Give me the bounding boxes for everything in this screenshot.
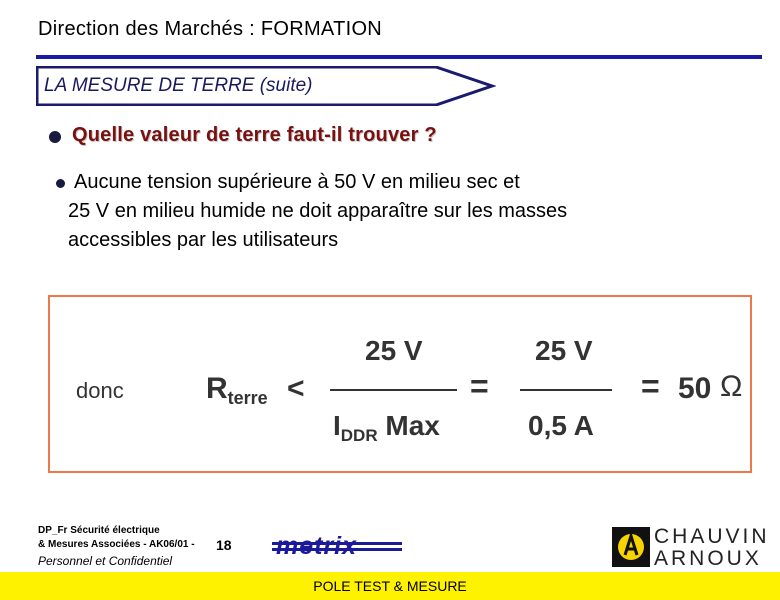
fraction-bar-1 bbox=[330, 389, 457, 391]
body-line-1: Aucune tension supérieure à 50 V en milieu sec et bbox=[74, 171, 520, 193]
footer-reference bbox=[38, 524, 195, 552]
body-paragraph bbox=[68, 168, 748, 255]
formula-i-sub: DDR bbox=[340, 426, 378, 445]
footer-confidential: Personnel et Confidentiel bbox=[38, 554, 173, 568]
section-title: LA MESURE DE TERRE (suite) bbox=[44, 75, 313, 96]
formula-r: R bbox=[206, 372, 228, 405]
formula-numerator-1: 25 V bbox=[365, 335, 423, 366]
formula-r-terre bbox=[206, 372, 268, 406]
formula-donc: donc bbox=[76, 378, 124, 403]
bullet-icon bbox=[49, 131, 61, 143]
formula-equals-1: = bbox=[470, 368, 489, 404]
formula-max: Max bbox=[377, 410, 440, 441]
brand-line-1: CHAUVIN bbox=[654, 525, 770, 548]
fraction-bar-2 bbox=[520, 389, 612, 391]
body-line-2: 25 V en milieu humide ne doit apparaître sur les masses bbox=[68, 200, 568, 222]
brand-line-2: ARNOUX bbox=[654, 547, 762, 570]
footer-ref-line-1: DP_Fr Sécurité électrique bbox=[38, 525, 160, 536]
formula-less-than: < bbox=[287, 372, 305, 405]
formula-equals-2: = bbox=[641, 368, 660, 404]
metrix-logo bbox=[272, 533, 412, 559]
header-title: Direction des Marchés : FORMATION bbox=[38, 18, 383, 40]
body-line-3: accessibles par les utilisateurs bbox=[68, 229, 339, 251]
footer-ref-line-2: & Mesures Associées - AK06/01 - bbox=[38, 539, 195, 550]
formula-r-sub: terre bbox=[227, 388, 268, 408]
formula-numerator-2: 25 V bbox=[535, 335, 593, 366]
formula-result: 50 bbox=[678, 372, 712, 405]
sub-bullet-icon bbox=[56, 179, 65, 188]
formula-i: I bbox=[333, 410, 341, 441]
ohm-symbol: Ω bbox=[720, 370, 743, 403]
question-heading: Quelle valeur de terre faut-il trouver ? bbox=[72, 124, 437, 146]
page-number: 18 bbox=[216, 537, 232, 553]
header-rule bbox=[36, 55, 762, 59]
formula-denominator-1 bbox=[333, 410, 440, 445]
chauvin-arnoux-wordmark bbox=[654, 526, 770, 570]
chauvin-arnoux-logo-icon bbox=[612, 527, 650, 567]
metrix-wordmark: metrix bbox=[276, 533, 358, 559]
bottom-bar-label: POLE TEST & MESURE bbox=[313, 578, 467, 594]
formula-denominator-2: 0,5 A bbox=[528, 410, 594, 441]
